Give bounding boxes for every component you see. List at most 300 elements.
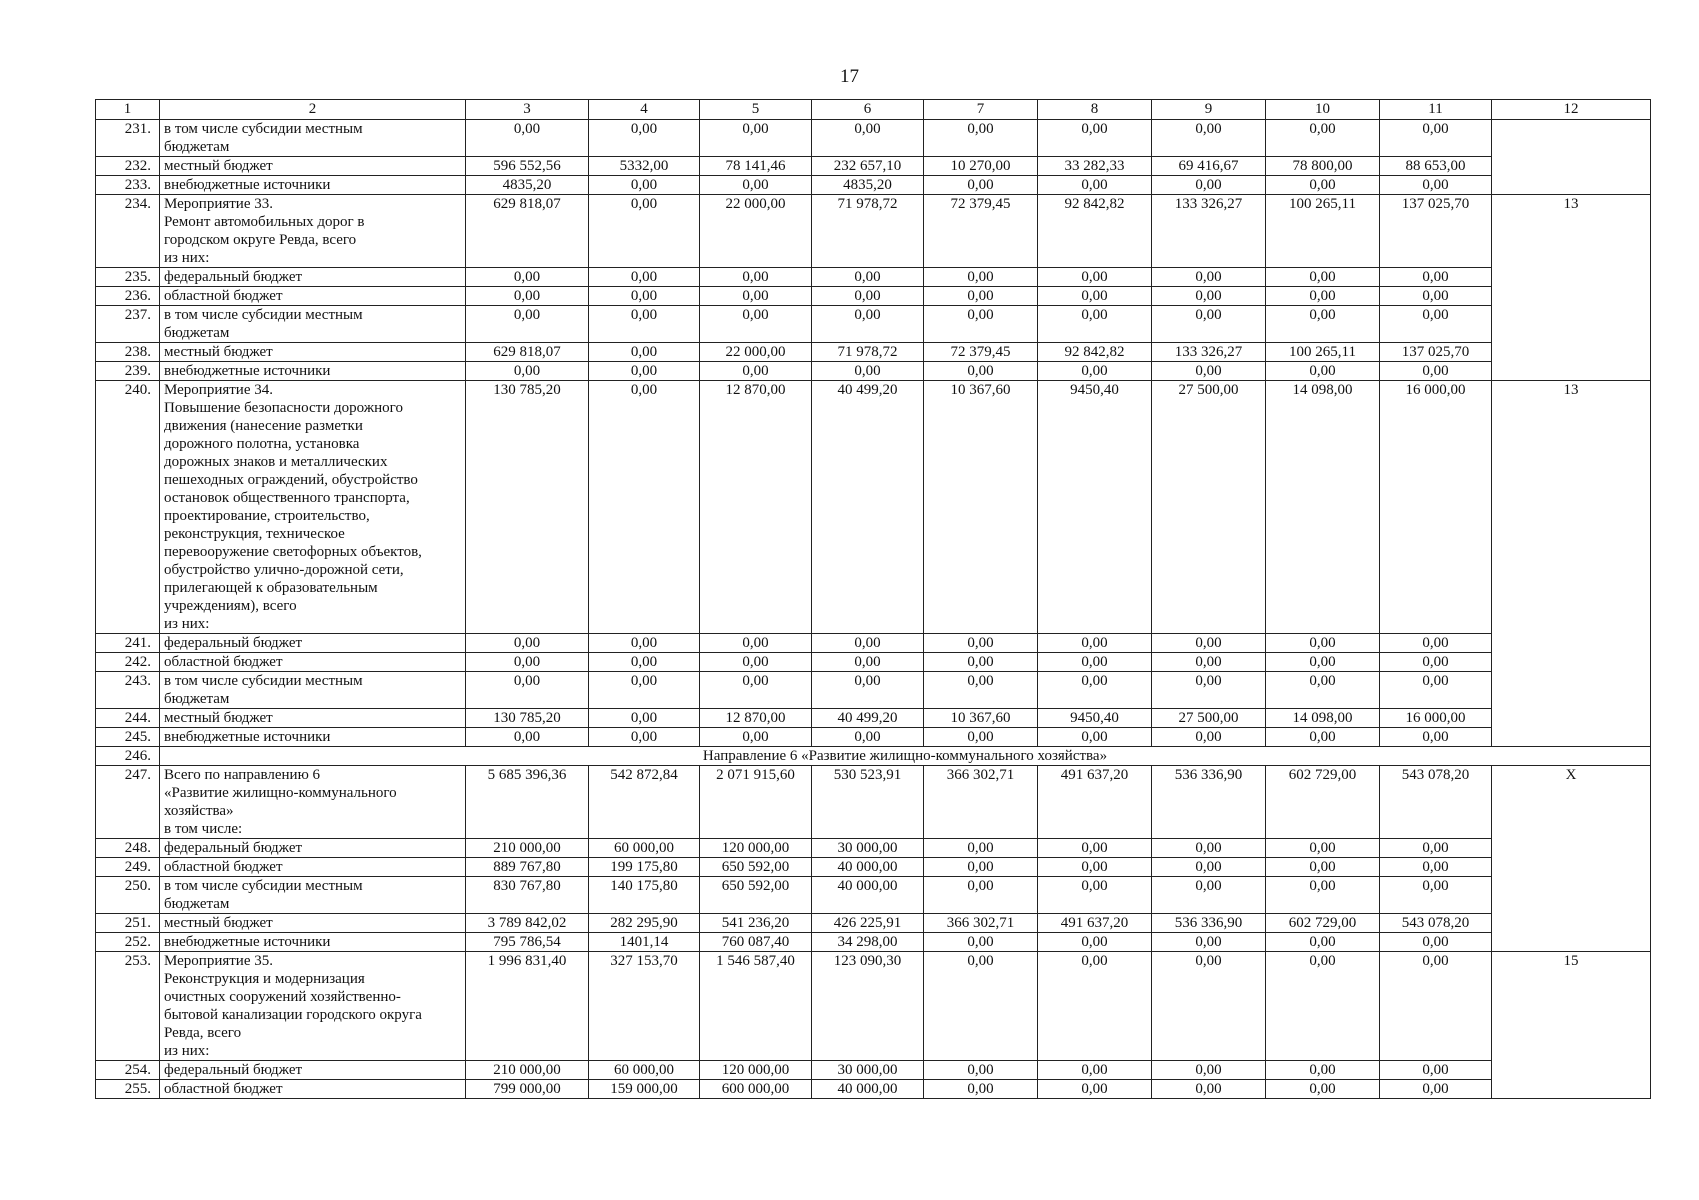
value-cell: 0,00 (1266, 653, 1380, 672)
row-label: местный бюджет (160, 914, 466, 933)
value-cell: 33 282,33 (1038, 157, 1152, 176)
table-row (96, 157, 1651, 176)
header-cell: 4 (589, 100, 700, 120)
value-cell: 78 800,00 (1266, 157, 1380, 176)
value-cell: 327 153,70 (589, 952, 700, 1061)
value-cell: 0,00 (924, 287, 1038, 306)
value-cell: 0,00 (1152, 653, 1266, 672)
table-row (96, 381, 1651, 634)
value-cell: 0,00 (812, 672, 924, 709)
row-number: 253. (96, 952, 160, 1061)
row-label: федеральный бюджет (160, 839, 466, 858)
value-cell: 1 996 831,40 (466, 952, 589, 1061)
value-cell: 123 090,30 (812, 952, 924, 1061)
row-label: внебюджетные источники (160, 728, 466, 747)
value-cell: 159 000,00 (589, 1080, 700, 1099)
value-cell: 0,00 (812, 634, 924, 653)
value-cell: 199 175,80 (589, 858, 700, 877)
row-number: 242. (96, 653, 160, 672)
value-cell: 0,00 (1152, 858, 1266, 877)
value-cell: 100 265,11 (1266, 343, 1380, 362)
table-row (96, 362, 1651, 381)
value-cell: 0,00 (1038, 933, 1152, 952)
value-cell: 0,00 (1038, 634, 1152, 653)
page-number: 17 (840, 66, 859, 87)
row-label: местный бюджет (160, 157, 466, 176)
table-row (96, 672, 1651, 709)
table-row (96, 933, 1651, 952)
value-cell: 0,00 (466, 634, 589, 653)
value-cell: 0,00 (589, 343, 700, 362)
value-cell: 0,00 (1266, 634, 1380, 653)
value-cell: 71 978,72 (812, 195, 924, 268)
row-label: в том числе субсидии местным бюджетам (160, 120, 466, 157)
row-number: 235. (96, 268, 160, 287)
value-cell: 3 789 842,02 (466, 914, 589, 933)
row-number: 240. (96, 381, 160, 634)
row-number: 247. (96, 766, 160, 839)
row-label: в том числе субсидии местным бюджетам (160, 306, 466, 343)
value-cell: 0,00 (1380, 1080, 1492, 1099)
value-cell: 0,00 (812, 728, 924, 747)
value-cell: 0,00 (924, 933, 1038, 952)
value-cell: 0,00 (589, 672, 700, 709)
row-label: в том числе субсидии местным бюджетам (160, 672, 466, 709)
value-cell: 0,00 (589, 362, 700, 381)
value-cell: 12 870,00 (700, 381, 812, 634)
value-cell: 0,00 (1266, 858, 1380, 877)
table-row (96, 952, 1651, 1061)
table-row (96, 176, 1651, 195)
value-cell: 0,00 (812, 653, 924, 672)
value-cell: 0,00 (1038, 858, 1152, 877)
row-label: областной бюджет (160, 653, 466, 672)
value-cell: 0,00 (924, 653, 1038, 672)
value-cell: 137 025,70 (1380, 195, 1492, 268)
value-cell: 543 078,20 (1380, 914, 1492, 933)
value-cell: 4835,20 (812, 176, 924, 195)
value-cell: 0,00 (924, 858, 1038, 877)
value-cell: 0,00 (1152, 672, 1266, 709)
value-cell: 0,00 (1152, 728, 1266, 747)
row-number: 239. (96, 362, 160, 381)
budget-table (95, 99, 1651, 1099)
row-number: 237. (96, 306, 160, 343)
header-cell: 1 (96, 100, 160, 120)
value-cell: 40 000,00 (812, 1080, 924, 1099)
table-row (96, 877, 1651, 914)
table-row (96, 839, 1651, 858)
value-cell: 760 087,40 (700, 933, 812, 952)
value-cell: 426 225,91 (812, 914, 924, 933)
value-cell: 0,00 (924, 952, 1038, 1061)
value-cell: 600 000,00 (700, 1080, 812, 1099)
value-cell: 0,00 (1152, 634, 1266, 653)
value-cell: 0,00 (1380, 362, 1492, 381)
value-cell: 40 499,20 (812, 709, 924, 728)
value-cell: 0,00 (466, 653, 589, 672)
value-cell: 0,00 (1152, 287, 1266, 306)
value-cell: 100 265,11 (1266, 195, 1380, 268)
header-cell: 6 (812, 100, 924, 120)
value-cell: 0,00 (700, 634, 812, 653)
value-cell: 27 500,00 (1152, 709, 1266, 728)
header-cell: 2 (160, 100, 466, 120)
row-label: Всего по направлению 6 «Развитие жилищно-коммунального хозяйства» в том числе: (160, 766, 466, 839)
table-body (96, 120, 1651, 1099)
table-row (96, 858, 1651, 877)
value-cell: 9450,40 (1038, 381, 1152, 634)
value-cell: 541 236,20 (700, 914, 812, 933)
header-cell: 11 (1380, 100, 1492, 120)
row-label: федеральный бюджет (160, 268, 466, 287)
value-cell: 0,00 (924, 839, 1038, 858)
value-cell: 0,00 (812, 120, 924, 157)
value-cell: 60 000,00 (589, 1061, 700, 1080)
value-cell: 0,00 (1038, 362, 1152, 381)
value-cell: 0,00 (1266, 176, 1380, 195)
value-cell: 0,00 (1038, 1061, 1152, 1080)
value-cell: 0,00 (1038, 268, 1152, 287)
value-cell: 16 000,00 (1380, 381, 1492, 634)
value-cell: 60 000,00 (589, 839, 700, 858)
row-label: в том числе субсидии местным бюджетам (160, 877, 466, 914)
value-cell: 140 175,80 (589, 877, 700, 914)
header-cell: 7 (924, 100, 1038, 120)
value-cell: 650 592,00 (700, 858, 812, 877)
value-cell: 10 270,00 (924, 157, 1038, 176)
value-cell: 5 685 396,36 (466, 766, 589, 839)
row-label: Мероприятие 34. Повышение безопасности дорожного движения (нанесение разметки дорожного полотна, установка дорожных знаков и металлических пешеходных ограждений, обустройство остановок общественного транспорта, проектирование, строительство, реконструкция, техническое перевооружение светофорных объектов, обустройство улично-дорожной сети, прилегающей к образовательным учреждениям), всего из них: (160, 381, 466, 634)
value-cell: 0,00 (924, 1061, 1038, 1080)
value-cell: 137 025,70 (1380, 343, 1492, 362)
value-cell: 0,00 (812, 268, 924, 287)
value-cell: 0,00 (1152, 120, 1266, 157)
value-cell: 0,00 (700, 728, 812, 747)
value-cell: 0,00 (924, 672, 1038, 709)
value-cell: 10 367,60 (924, 709, 1038, 728)
value-cell: 536 336,90 (1152, 914, 1266, 933)
value-cell: 22 000,00 (700, 343, 812, 362)
value-cell: 543 078,20 (1380, 766, 1492, 839)
value-cell: 0,00 (924, 362, 1038, 381)
value-cell: 0,00 (589, 728, 700, 747)
value-cell: 0,00 (1152, 268, 1266, 287)
value-cell: 0,00 (1152, 839, 1266, 858)
row-label: Мероприятие 33. Ремонт автомобильных дорог в городском округе Ревда, всего из них: (160, 195, 466, 268)
value-cell: 830 767,80 (466, 877, 589, 914)
value-cell: 491 637,20 (1038, 766, 1152, 839)
value-cell: 14 098,00 (1266, 709, 1380, 728)
value-cell: 14 098,00 (1266, 381, 1380, 634)
indicator-cell (1492, 120, 1651, 195)
value-cell: 133 326,27 (1152, 343, 1266, 362)
value-cell: 120 000,00 (700, 1061, 812, 1080)
row-number: 231. (96, 120, 160, 157)
value-cell: 0,00 (700, 287, 812, 306)
value-cell: 0,00 (700, 306, 812, 343)
value-cell: 0,00 (589, 381, 700, 634)
header-cell: 10 (1266, 100, 1380, 120)
table-row (96, 195, 1651, 268)
value-cell: 0,00 (1152, 952, 1266, 1061)
value-cell: 0,00 (1152, 1080, 1266, 1099)
value-cell: 0,00 (1266, 877, 1380, 914)
row-label: внебюджетные источники (160, 176, 466, 195)
row-label: местный бюджет (160, 343, 466, 362)
row-number: 255. (96, 1080, 160, 1099)
value-cell: 0,00 (924, 176, 1038, 195)
value-cell: 0,00 (700, 672, 812, 709)
table-row (96, 287, 1651, 306)
value-cell: 0,00 (1266, 362, 1380, 381)
row-label: внебюджетные источники (160, 362, 466, 381)
value-cell: 602 729,00 (1266, 766, 1380, 839)
value-cell: 0,00 (1038, 1080, 1152, 1099)
table-row (96, 766, 1651, 839)
value-cell: 0,00 (466, 362, 589, 381)
value-cell: 0,00 (1380, 653, 1492, 672)
table-row (96, 653, 1651, 672)
value-cell: 130 785,20 (466, 381, 589, 634)
value-cell: 9450,40 (1038, 709, 1152, 728)
section-row (96, 747, 1651, 766)
table-row (96, 709, 1651, 728)
value-cell: 0,00 (1038, 306, 1152, 343)
value-cell: 491 637,20 (1038, 914, 1152, 933)
section-title: Направление 6 «Развитие жилищно-коммунального хозяйства» (160, 747, 1651, 766)
indicator-cell: 13 (1492, 195, 1651, 381)
value-cell: 795 786,54 (466, 933, 589, 952)
value-cell: 72 379,45 (924, 343, 1038, 362)
table-row (96, 1080, 1651, 1099)
value-cell: 4835,20 (466, 176, 589, 195)
value-cell: 0,00 (1266, 952, 1380, 1061)
value-cell: 30 000,00 (812, 839, 924, 858)
value-cell: 30 000,00 (812, 1061, 924, 1080)
value-cell: 0,00 (924, 634, 1038, 653)
value-cell: 366 302,71 (924, 766, 1038, 839)
value-cell: 0,00 (812, 306, 924, 343)
header-cell: 12 (1492, 100, 1651, 120)
value-cell: 0,00 (812, 287, 924, 306)
row-label: областной бюджет (160, 1080, 466, 1099)
value-cell: 0,00 (589, 634, 700, 653)
value-cell: 0,00 (1380, 1061, 1492, 1080)
table-row (96, 268, 1651, 287)
value-cell: 40 499,20 (812, 381, 924, 634)
value-cell: 530 523,91 (812, 766, 924, 839)
value-cell: 1 546 587,40 (700, 952, 812, 1061)
value-cell: 0,00 (700, 362, 812, 381)
value-cell: 0,00 (1152, 877, 1266, 914)
value-cell: 602 729,00 (1266, 914, 1380, 933)
value-cell: 0,00 (924, 728, 1038, 747)
value-cell: 0,00 (589, 268, 700, 287)
value-cell: 0,00 (1266, 287, 1380, 306)
value-cell: 0,00 (700, 176, 812, 195)
value-cell: 10 367,60 (924, 381, 1038, 634)
value-cell: 0,00 (1380, 634, 1492, 653)
row-label: внебюджетные источники (160, 933, 466, 952)
row-number: 250. (96, 877, 160, 914)
row-number: 245. (96, 728, 160, 747)
header-cell: 9 (1152, 100, 1266, 120)
row-label: федеральный бюджет (160, 1061, 466, 1080)
value-cell: 366 302,71 (924, 914, 1038, 933)
value-cell: 0,00 (1152, 933, 1266, 952)
value-cell: 5332,00 (589, 157, 700, 176)
value-cell: 0,00 (1380, 672, 1492, 709)
row-number: 249. (96, 858, 160, 877)
table-row (96, 728, 1651, 747)
table-row (96, 1061, 1651, 1080)
row-number: 251. (96, 914, 160, 933)
value-cell: 536 336,90 (1152, 766, 1266, 839)
value-cell: 0,00 (1380, 120, 1492, 157)
value-cell: 0,00 (1380, 839, 1492, 858)
indicator-cell: 15 (1492, 952, 1651, 1099)
value-cell: 0,00 (1038, 287, 1152, 306)
value-cell: 0,00 (1266, 120, 1380, 157)
indicator-cell: Х (1492, 766, 1651, 952)
row-label: федеральный бюджет (160, 634, 466, 653)
value-cell: 34 298,00 (812, 933, 924, 952)
value-cell: 133 326,27 (1152, 195, 1266, 268)
table-row (96, 120, 1651, 157)
value-cell: 0,00 (589, 120, 700, 157)
value-cell: 40 000,00 (812, 858, 924, 877)
value-cell: 0,00 (1266, 672, 1380, 709)
value-cell: 650 592,00 (700, 877, 812, 914)
value-cell: 0,00 (589, 176, 700, 195)
value-cell: 0,00 (1380, 268, 1492, 287)
value-cell: 0,00 (466, 672, 589, 709)
value-cell: 69 416,67 (1152, 157, 1266, 176)
value-cell: 0,00 (1266, 933, 1380, 952)
row-number: 252. (96, 933, 160, 952)
value-cell: 0,00 (924, 306, 1038, 343)
value-cell: 0,00 (1152, 306, 1266, 343)
value-cell: 0,00 (1380, 306, 1492, 343)
value-cell: 92 842,82 (1038, 195, 1152, 268)
value-cell: 0,00 (1038, 120, 1152, 157)
table-row (96, 634, 1651, 653)
value-cell: 0,00 (466, 728, 589, 747)
table-row (96, 306, 1651, 343)
value-cell: 0,00 (1380, 728, 1492, 747)
row-number: 243. (96, 672, 160, 709)
value-cell: 0,00 (466, 120, 589, 157)
value-cell: 0,00 (924, 877, 1038, 914)
value-cell: 0,00 (1380, 287, 1492, 306)
value-cell: 0,00 (589, 306, 700, 343)
row-number: 232. (96, 157, 160, 176)
value-cell: 0,00 (1038, 672, 1152, 709)
header-cell: 8 (1038, 100, 1152, 120)
value-cell: 596 552,56 (466, 157, 589, 176)
value-cell: 0,00 (1380, 877, 1492, 914)
value-cell: 210 000,00 (466, 1061, 589, 1080)
value-cell: 210 000,00 (466, 839, 589, 858)
value-cell: 78 141,46 (700, 157, 812, 176)
value-cell: 0,00 (1380, 176, 1492, 195)
row-number: 236. (96, 287, 160, 306)
value-cell: 0,00 (589, 709, 700, 728)
value-cell: 0,00 (589, 195, 700, 268)
value-cell: 40 000,00 (812, 877, 924, 914)
value-cell: 0,00 (812, 362, 924, 381)
value-cell: 0,00 (1038, 176, 1152, 195)
row-number: 244. (96, 709, 160, 728)
row-number: 233. (96, 176, 160, 195)
value-cell: 282 295,90 (589, 914, 700, 933)
value-cell: 0,00 (1038, 653, 1152, 672)
row-number: 248. (96, 839, 160, 858)
value-cell: 0,00 (589, 287, 700, 306)
value-cell: 12 870,00 (700, 709, 812, 728)
value-cell: 0,00 (1152, 176, 1266, 195)
table-row (96, 914, 1651, 933)
row-label: Мероприятие 35. Реконструкция и модернизация очистных сооружений хозяйственно- бытовой канализации городского округа Ревда, всего из них: (160, 952, 466, 1061)
value-cell: 0,00 (1266, 839, 1380, 858)
value-cell: 0,00 (924, 1080, 1038, 1099)
header-row (96, 100, 1651, 120)
row-number: 238. (96, 343, 160, 362)
value-cell: 0,00 (1038, 839, 1152, 858)
value-cell: 22 000,00 (700, 195, 812, 268)
header-cell: 5 (700, 100, 812, 120)
value-cell: 71 978,72 (812, 343, 924, 362)
value-cell: 0,00 (1266, 1080, 1380, 1099)
value-cell: 130 785,20 (466, 709, 589, 728)
value-cell: 27 500,00 (1152, 381, 1266, 634)
value-cell: 0,00 (1038, 728, 1152, 747)
value-cell: 0,00 (1152, 1061, 1266, 1080)
table-row (96, 343, 1651, 362)
value-cell: 0,00 (466, 287, 589, 306)
row-number: 234. (96, 195, 160, 268)
value-cell: 2 071 915,60 (700, 766, 812, 839)
header-cell: 3 (466, 100, 589, 120)
value-cell: 0,00 (589, 653, 700, 672)
value-cell: 16 000,00 (1380, 709, 1492, 728)
row-number: 246. (96, 747, 160, 766)
value-cell: 0,00 (1266, 1061, 1380, 1080)
value-cell: 120 000,00 (700, 839, 812, 858)
value-cell: 0,00 (1152, 362, 1266, 381)
value-cell: 88 653,00 (1380, 157, 1492, 176)
value-cell: 72 379,45 (924, 195, 1038, 268)
value-cell: 0,00 (1380, 858, 1492, 877)
value-cell: 0,00 (700, 653, 812, 672)
value-cell: 889 767,80 (466, 858, 589, 877)
value-cell: 0,00 (924, 120, 1038, 157)
value-cell: 0,00 (924, 268, 1038, 287)
value-cell: 0,00 (1266, 268, 1380, 287)
value-cell: 799 000,00 (466, 1080, 589, 1099)
value-cell: 232 657,10 (812, 157, 924, 176)
value-cell: 0,00 (1266, 728, 1380, 747)
indicator-cell: 13 (1492, 381, 1651, 747)
value-cell: 0,00 (1038, 877, 1152, 914)
row-number: 254. (96, 1061, 160, 1080)
value-cell: 0,00 (1380, 933, 1492, 952)
row-label: областной бюджет (160, 858, 466, 877)
value-cell: 629 818,07 (466, 343, 589, 362)
value-cell: 1401,14 (589, 933, 700, 952)
value-cell: 0,00 (700, 120, 812, 157)
